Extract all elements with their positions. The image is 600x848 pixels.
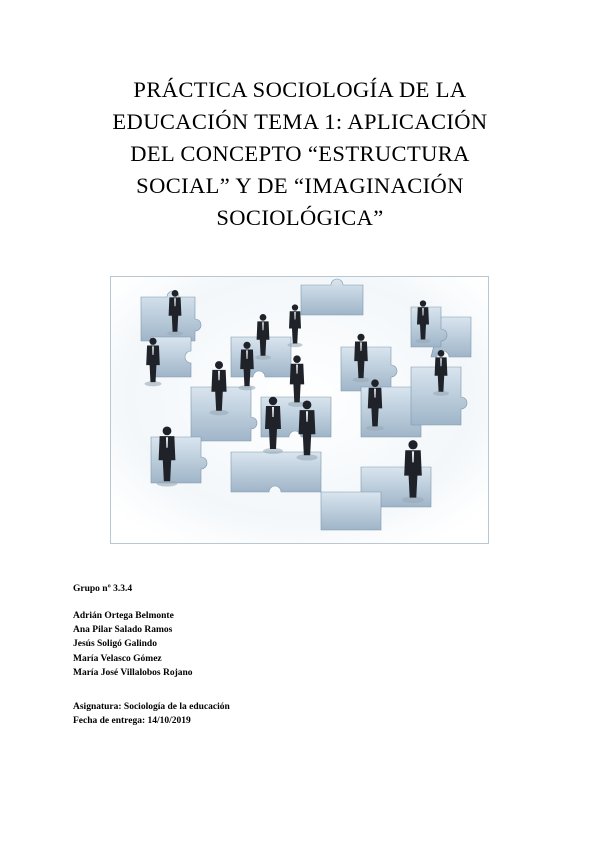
member-name: María José Villalobos Rojano (73, 667, 193, 678)
document-title (70, 74, 530, 234)
cover-image (110, 276, 489, 544)
delivery-date: Fecha de entrega: 14/10/2019 (73, 716, 191, 727)
title-line: SOCIAL” Y DE “IMAGINACIÓN (136, 173, 464, 198)
group-label: Grupo nº 3.3.4 (73, 584, 133, 594)
title-line: DEL CONCEPTO “ESTRUCTURA (130, 141, 470, 166)
member-name: Adrián Ortega Belmonte (73, 611, 174, 621)
title-line: PRÁCTICA SOCIOLOGÍA DE LA (133, 77, 467, 102)
subject-label: Asignatura: Sociología de la educación (73, 702, 230, 712)
document-meta (73, 700, 230, 728)
puzzle-people-illustration (111, 277, 488, 543)
title-line: EDUCACIÓN TEMA 1: APLICACIÓN (112, 109, 488, 134)
members-list (73, 609, 193, 680)
member-name: Jesús Soligó Galindo (73, 639, 157, 650)
group-info (73, 582, 132, 596)
member-name: Ana Pilar Salado Ramos (73, 625, 173, 636)
title-line: SOCIOLÓGICA” (216, 205, 384, 230)
member-name: María Velasco Gómez (73, 653, 162, 664)
